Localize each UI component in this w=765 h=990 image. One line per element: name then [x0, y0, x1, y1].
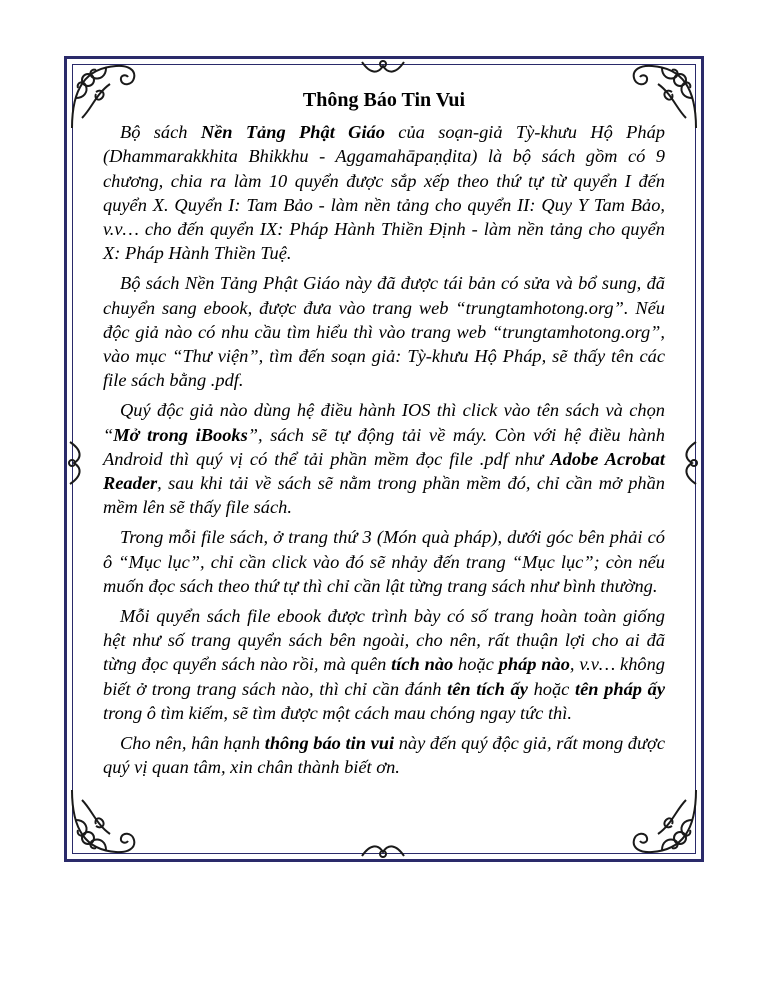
text-run: Quý độc giả nào dùng hệ điều hành IOS thì click vào tên sách và chọn “ [103, 400, 665, 445]
paragraph-closing [103, 731, 665, 779]
side-flourish-icon [66, 440, 84, 486]
text-run: ”, sách sẽ tự động tải về máy. Còn với hệ điều hành Android thì quý vị có thể tải phần mềm đọc file .pdf như [103, 424, 665, 469]
ibooks-emphasis: Mở trong iBooks [113, 424, 248, 445]
text-run: hoặc [453, 654, 499, 675]
text-run: của soạn-giả Tỳ-khưu Hộ Pháp (Dhammarakkhita Bhikkhu - Aggamahāpaṇḍita) là bộ sách gồm có 9 chương, chia ra làm 10 quyển được sắp xếp theo thứ tự từ quyển I đến quyển X. Quyển I: Tam Bảo - làm nền tảng cho quyển II: Quy Y Tam Bảo, v.v… cho đến quyển IX: Pháp Hành Thiền Định - làm nền tảng cho quyển X: Pháp Hành Thiền Tuệ. [103, 122, 665, 264]
good-news-emphasis: thông báo tin vui [264, 733, 395, 754]
emphasis: tên tích ấy [447, 678, 528, 699]
text-run: Bộ sách [120, 122, 201, 143]
page-title: Thông Báo Tin Vui [302, 89, 466, 111]
paragraph-search [103, 604, 665, 725]
paragraph-contents: Trong mỗi file sách, ở trang thứ 3 (Món quà pháp), dưới góc bên phải có ô “Mục lục”, chỉ cần click vào đó sẽ nhảy đến trang “Mục lục”; còn nếu muốn đọc sách theo thứ tự thì chỉ cần lật từng trang sách như bình thường. [103, 527, 665, 596]
text-run: , sau khi tải về sách sẽ nằm trong phần mềm đó, chỉ cần mở phần mềm lên sẽ thấy file sách. [103, 473, 665, 518]
side-flourish-icon [360, 840, 406, 860]
text-run: , v.v… không biết ở trong trang sách nào, thì chỉ cần đánh [103, 654, 666, 699]
emphasis: tên pháp ấy [575, 678, 665, 699]
text-run: Mỗi quyển sách file ebook được trình bày có số trang hoàn toàn giống hệt như số trang quyển sách bên ngoài, cho nên, rất thuận lợi cho ai đã từng đọc quyển sách nào rồi, mà quên [103, 606, 665, 675]
paragraph-website: Bộ sách Nền Tảng Phật Giáo này đã được tái bản có sửa và bổ sung, đã chuyển sang ebook, được đưa vào trang web “trungtamhotong.org”. Nếu độc giả nào có nhu cầu tìm hiểu thì vào trang web “trungtamhotong.org”, vào mục “Thư viện”, tìm đến soạn giả: Tỳ-khưu Hộ Pháp, sẽ thấy tên các file sách bằng .pdf. [103, 273, 665, 391]
text-run: trong ô tìm kiếm, sẽ tìm được một cách mau chóng ngay tức thì. [103, 702, 572, 723]
text-run: hoặc [527, 678, 575, 699]
acrobat-emphasis: Adobe Acrobat Reader [103, 448, 665, 494]
book-title-emphasis: Nền Tảng Phật Giáo [200, 122, 385, 143]
emphasis: pháp nào [498, 654, 570, 675]
side-flourish-icon [360, 58, 406, 78]
corner-flourish-icon [624, 782, 702, 860]
side-flourish-icon [682, 440, 700, 486]
corner-flourish-icon [66, 782, 144, 860]
announcement-body [103, 88, 665, 785]
paragraph-devices [103, 398, 665, 519]
text-run: Cho nên, hân hạnh [120, 733, 265, 754]
text-run: này đến quý độc giả, rất mong được quý vị quan tâm, xin chân thành biết ơn. [103, 733, 665, 778]
paragraph-intro [103, 120, 665, 265]
emphasis: tích nào [391, 654, 454, 675]
